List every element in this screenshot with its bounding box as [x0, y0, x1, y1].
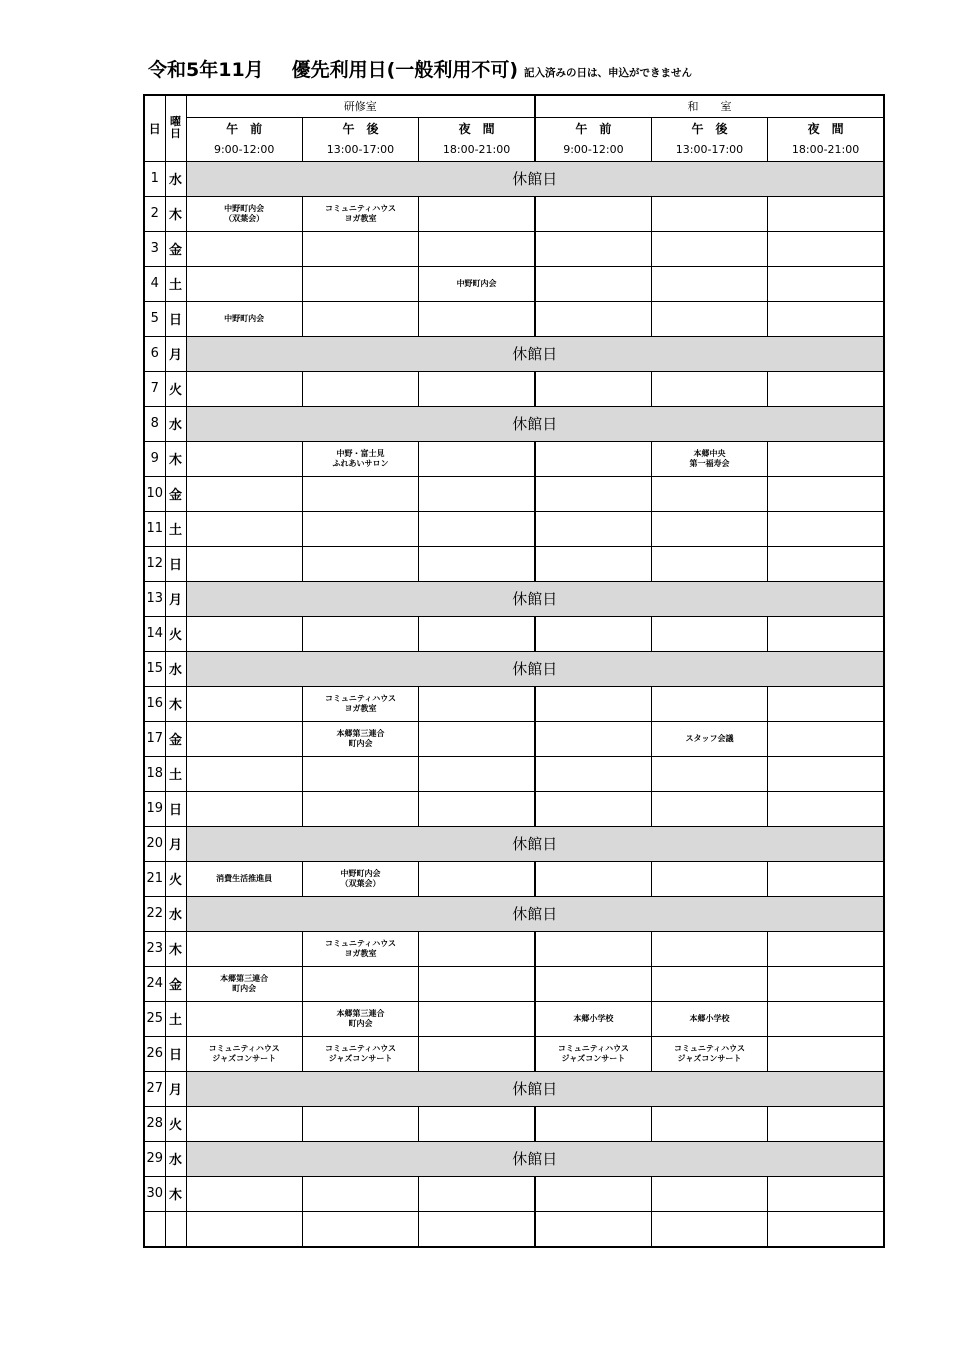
booking-cell — [768, 476, 884, 511]
closed-day: 休館日 — [186, 896, 884, 931]
table-row — [144, 651, 884, 686]
booking-cell — [535, 616, 651, 651]
booking-cell — [186, 721, 302, 756]
booking-cell: 中野・富士見 ふれあいサロン — [302, 441, 418, 476]
booking-cell — [419, 231, 535, 266]
booking-cell — [186, 476, 302, 511]
day-number: 11 — [144, 511, 165, 546]
weekday: 木 — [165, 441, 186, 476]
booking-cell — [419, 1176, 535, 1211]
booking-cell: 本郷第三連合 町内会 — [302, 721, 418, 756]
booking-cell — [535, 791, 651, 826]
day-number: 14 — [144, 616, 165, 651]
weekday: 日 — [165, 546, 186, 581]
weekday: 日 — [165, 1036, 186, 1071]
day-number: 1 — [144, 161, 165, 196]
booking-cell — [419, 756, 535, 791]
booking-cell — [302, 791, 418, 826]
booking-cell — [535, 861, 651, 896]
weekday: 木 — [165, 1176, 186, 1211]
booking-cell — [186, 441, 302, 476]
weekday: 金 — [165, 966, 186, 1001]
table-row — [144, 1001, 884, 1036]
booking-cell — [419, 476, 535, 511]
booking-cell: 本郷小学校 — [535, 1001, 651, 1036]
table-row — [144, 231, 884, 266]
booking-cell — [535, 966, 651, 1001]
col-weekday-header — [165, 95, 186, 161]
booking-cell — [768, 686, 884, 721]
booking-cell — [768, 301, 884, 336]
day-number: 24 — [144, 966, 165, 1001]
booking-cell — [186, 931, 302, 966]
table-row — [144, 861, 884, 896]
table-row — [144, 476, 884, 511]
weekday: 火 — [165, 371, 186, 406]
weekday: 月 — [165, 581, 186, 616]
weekday: 木 — [165, 931, 186, 966]
room-header-washitsu: 和 室 — [535, 95, 884, 117]
table-row — [144, 1036, 884, 1071]
booking-cell — [651, 546, 767, 581]
weekday: 土 — [165, 266, 186, 301]
weekday: 火 — [165, 616, 186, 651]
booking-cell — [419, 1001, 535, 1036]
table-row — [144, 161, 884, 196]
period-header: 夜 間 — [768, 117, 884, 139]
title-month: 令和5年11月 — [148, 59, 264, 81]
booking-cell — [651, 1106, 767, 1141]
booking-cell — [419, 1036, 535, 1071]
booking-cell: コミュニティハウス ヨガ教室 — [302, 931, 418, 966]
day-number: 6 — [144, 336, 165, 371]
weekday: 土 — [165, 511, 186, 546]
weekday — [165, 1211, 186, 1247]
closed-day: 休館日 — [186, 826, 884, 861]
day-number: 29 — [144, 1141, 165, 1176]
booking-cell — [419, 791, 535, 826]
weekday: 金 — [165, 476, 186, 511]
table-row — [144, 1176, 884, 1211]
day-number: 15 — [144, 651, 165, 686]
booking-cell — [535, 301, 651, 336]
booking-cell — [768, 1106, 884, 1141]
title-label: 優先利用日(一般利用不可) — [291, 59, 519, 81]
booking-cell — [535, 476, 651, 511]
weekday: 日 — [165, 791, 186, 826]
table-row — [144, 616, 884, 651]
day-number: 30 — [144, 1176, 165, 1211]
weekday: 火 — [165, 1106, 186, 1141]
booking-cell — [419, 371, 535, 406]
page-title — [148, 55, 692, 82]
table-row — [144, 196, 884, 231]
booking-cell: スタッフ会議 — [651, 721, 767, 756]
booking-cell — [768, 616, 884, 651]
booking-cell: 中野町内会 — [186, 301, 302, 336]
table-row — [144, 931, 884, 966]
day-number: 19 — [144, 791, 165, 826]
booking-cell — [419, 931, 535, 966]
weekday: 金 — [165, 721, 186, 756]
col-day-header: 日 — [144, 95, 165, 161]
booking-cell — [186, 1106, 302, 1141]
booking-cell: コミュニティハウス ヨガ教室 — [302, 686, 418, 721]
booking-cell — [302, 511, 418, 546]
booking-cell — [651, 686, 767, 721]
weekday: 木 — [165, 686, 186, 721]
booking-cell — [768, 721, 884, 756]
weekday-header-text: 曜日 — [170, 115, 181, 141]
booking-cell — [535, 511, 651, 546]
booking-cell — [186, 791, 302, 826]
booking-cell — [419, 1211, 535, 1247]
closed-day: 休館日 — [186, 406, 884, 441]
table-row — [144, 896, 884, 931]
booking-cell — [419, 301, 535, 336]
day-number: 16 — [144, 686, 165, 721]
weekday: 水 — [165, 406, 186, 441]
booking-cell — [768, 931, 884, 966]
booking-cell — [651, 791, 767, 826]
booking-cell — [651, 371, 767, 406]
booking-cell: コミュニティハウス ヨガ教室 — [302, 196, 418, 231]
title-note: 記入済みの日は、申込ができません — [524, 67, 693, 79]
day-number: 27 — [144, 1071, 165, 1106]
table-row — [144, 301, 884, 336]
booking-cell — [768, 441, 884, 476]
day-number: 26 — [144, 1036, 165, 1071]
table-row — [144, 546, 884, 581]
booking-cell — [302, 1211, 418, 1247]
booking-cell — [651, 756, 767, 791]
period-header: 午 前 — [186, 117, 302, 139]
day-number: 9 — [144, 441, 165, 476]
weekday: 土 — [165, 756, 186, 791]
table-row — [144, 791, 884, 826]
booking-cell — [302, 966, 418, 1001]
booking-cell — [535, 231, 651, 266]
booking-cell — [768, 196, 884, 231]
weekday: 水 — [165, 161, 186, 196]
day-number: 2 — [144, 196, 165, 231]
booking-cell — [768, 371, 884, 406]
day-number: 17 — [144, 721, 165, 756]
day-number: 23 — [144, 931, 165, 966]
booking-cell — [768, 1001, 884, 1036]
booking-cell — [768, 756, 884, 791]
booking-cell — [768, 1036, 884, 1071]
time-header: 18:00-21:00 — [768, 139, 884, 161]
booking-cell — [419, 511, 535, 546]
booking-cell — [186, 756, 302, 791]
booking-cell — [186, 1211, 302, 1247]
booking-cell: コミュニティハウス ジャズコンサート — [535, 1036, 651, 1071]
booking-cell — [419, 686, 535, 721]
closed-day: 休館日 — [186, 1141, 884, 1176]
room-header-kenshu: 研修室 — [186, 95, 535, 117]
time-header: 9:00-12:00 — [186, 139, 302, 161]
booking-cell — [651, 1176, 767, 1211]
booking-cell — [186, 231, 302, 266]
day-number: 13 — [144, 581, 165, 616]
booking-cell — [535, 546, 651, 581]
table-row — [144, 1071, 884, 1106]
table-row — [144, 1106, 884, 1141]
booking-cell — [651, 511, 767, 546]
booking-cell — [535, 371, 651, 406]
booking-cell — [302, 756, 418, 791]
time-header: 18:00-21:00 — [419, 139, 535, 161]
table-row — [144, 756, 884, 791]
table-row — [144, 266, 884, 301]
booking-cell — [419, 721, 535, 756]
booking-cell — [768, 791, 884, 826]
booking-cell — [302, 266, 418, 301]
day-number: 20 — [144, 826, 165, 861]
booking-cell — [302, 616, 418, 651]
booking-cell — [186, 511, 302, 546]
booking-cell — [186, 616, 302, 651]
booking-cell — [768, 1211, 884, 1247]
table-row — [144, 371, 884, 406]
booking-cell — [535, 756, 651, 791]
table-row — [144, 1141, 884, 1176]
table-row — [144, 721, 884, 756]
booking-cell — [186, 371, 302, 406]
table-row — [144, 581, 884, 616]
table-row — [144, 686, 884, 721]
booking-cell — [535, 1211, 651, 1247]
booking-cell — [302, 231, 418, 266]
booking-cell: 本郷第三連合 町内会 — [186, 966, 302, 1001]
booking-cell — [302, 1106, 418, 1141]
day-number: 7 — [144, 371, 165, 406]
booking-cell — [651, 616, 767, 651]
schedule-body — [144, 161, 884, 1247]
schedule-header — [144, 95, 884, 161]
day-number: 28 — [144, 1106, 165, 1141]
booking-cell — [651, 301, 767, 336]
table-row — [144, 966, 884, 1001]
booking-cell — [419, 616, 535, 651]
closed-day: 休館日 — [186, 651, 884, 686]
period-header: 夜 間 — [419, 117, 535, 139]
booking-cell — [302, 1176, 418, 1211]
booking-cell — [302, 371, 418, 406]
day-number: 10 — [144, 476, 165, 511]
weekday: 日 — [165, 301, 186, 336]
schedule-table — [143, 94, 885, 1248]
booking-cell: 本郷小学校 — [651, 1001, 767, 1036]
booking-cell: 本郷第三連合 町内会 — [302, 1001, 418, 1036]
weekday: 土 — [165, 1001, 186, 1036]
time-header: 13:00-17:00 — [302, 139, 418, 161]
period-header: 午 後 — [651, 117, 767, 139]
booking-cell — [535, 441, 651, 476]
table-row — [144, 441, 884, 476]
booking-cell — [651, 931, 767, 966]
booking-cell: 本郷中央 第一福寿会 — [651, 441, 767, 476]
booking-cell — [186, 686, 302, 721]
weekday: 月 — [165, 826, 186, 861]
weekday: 火 — [165, 861, 186, 896]
weekday: 木 — [165, 196, 186, 231]
booking-cell: コミュニティハウス ジャズコンサート — [302, 1036, 418, 1071]
booking-cell — [651, 231, 767, 266]
booking-cell — [535, 266, 651, 301]
booking-cell: 中野町内会 — [419, 266, 535, 301]
time-header: 13:00-17:00 — [651, 139, 767, 161]
closed-day: 休館日 — [186, 1071, 884, 1106]
booking-cell — [768, 1176, 884, 1211]
booking-cell — [419, 196, 535, 231]
period-header: 午 後 — [302, 117, 418, 139]
booking-cell — [768, 511, 884, 546]
weekday: 月 — [165, 1071, 186, 1106]
booking-cell — [419, 1106, 535, 1141]
table-row — [144, 406, 884, 441]
day-number: 4 — [144, 266, 165, 301]
booking-cell — [302, 301, 418, 336]
day-number: 21 — [144, 861, 165, 896]
day-number: 3 — [144, 231, 165, 266]
closed-day: 休館日 — [186, 581, 884, 616]
booking-cell: 消費生活推進員 — [186, 861, 302, 896]
day-number: 5 — [144, 301, 165, 336]
booking-cell: コミュニティハウス ジャズコンサート — [651, 1036, 767, 1071]
booking-cell — [651, 196, 767, 231]
booking-cell — [186, 546, 302, 581]
table-row — [144, 336, 884, 371]
day-number: 12 — [144, 546, 165, 581]
booking-cell — [768, 231, 884, 266]
booking-cell — [186, 1176, 302, 1211]
booking-cell — [419, 861, 535, 896]
day-number: 8 — [144, 406, 165, 441]
booking-cell — [535, 1106, 651, 1141]
booking-cell: 中野町内会 （双葉会） — [186, 196, 302, 231]
table-row — [144, 511, 884, 546]
period-header: 午 前 — [535, 117, 651, 139]
table-row — [144, 1211, 884, 1247]
booking-cell — [651, 476, 767, 511]
booking-cell — [768, 861, 884, 896]
booking-cell: コミュニティハウス ジャズコンサート — [186, 1036, 302, 1071]
booking-cell — [535, 721, 651, 756]
day-number — [144, 1211, 165, 1247]
day-number: 25 — [144, 1001, 165, 1036]
booking-cell — [419, 441, 535, 476]
booking-cell — [768, 966, 884, 1001]
booking-cell — [419, 546, 535, 581]
booking-cell — [651, 266, 767, 301]
time-header: 9:00-12:00 — [535, 139, 651, 161]
booking-cell — [186, 1001, 302, 1036]
booking-cell — [651, 966, 767, 1001]
weekday: 水 — [165, 1141, 186, 1176]
weekday: 水 — [165, 651, 186, 686]
booking-cell — [186, 266, 302, 301]
booking-cell: 中野町内会 （双葉会） — [302, 861, 418, 896]
booking-cell — [651, 1211, 767, 1247]
booking-cell — [535, 931, 651, 966]
weekday: 金 — [165, 231, 186, 266]
booking-cell — [535, 686, 651, 721]
booking-cell — [419, 966, 535, 1001]
booking-cell — [651, 861, 767, 896]
day-number: 18 — [144, 756, 165, 791]
closed-day: 休館日 — [186, 161, 884, 196]
day-number: 22 — [144, 896, 165, 931]
table-row — [144, 826, 884, 861]
booking-cell — [535, 1176, 651, 1211]
booking-cell — [535, 196, 651, 231]
booking-cell — [302, 476, 418, 511]
closed-day: 休館日 — [186, 336, 884, 371]
booking-cell — [768, 266, 884, 301]
weekday: 月 — [165, 336, 186, 371]
booking-cell — [302, 546, 418, 581]
booking-cell — [768, 546, 884, 581]
weekday: 水 — [165, 896, 186, 931]
